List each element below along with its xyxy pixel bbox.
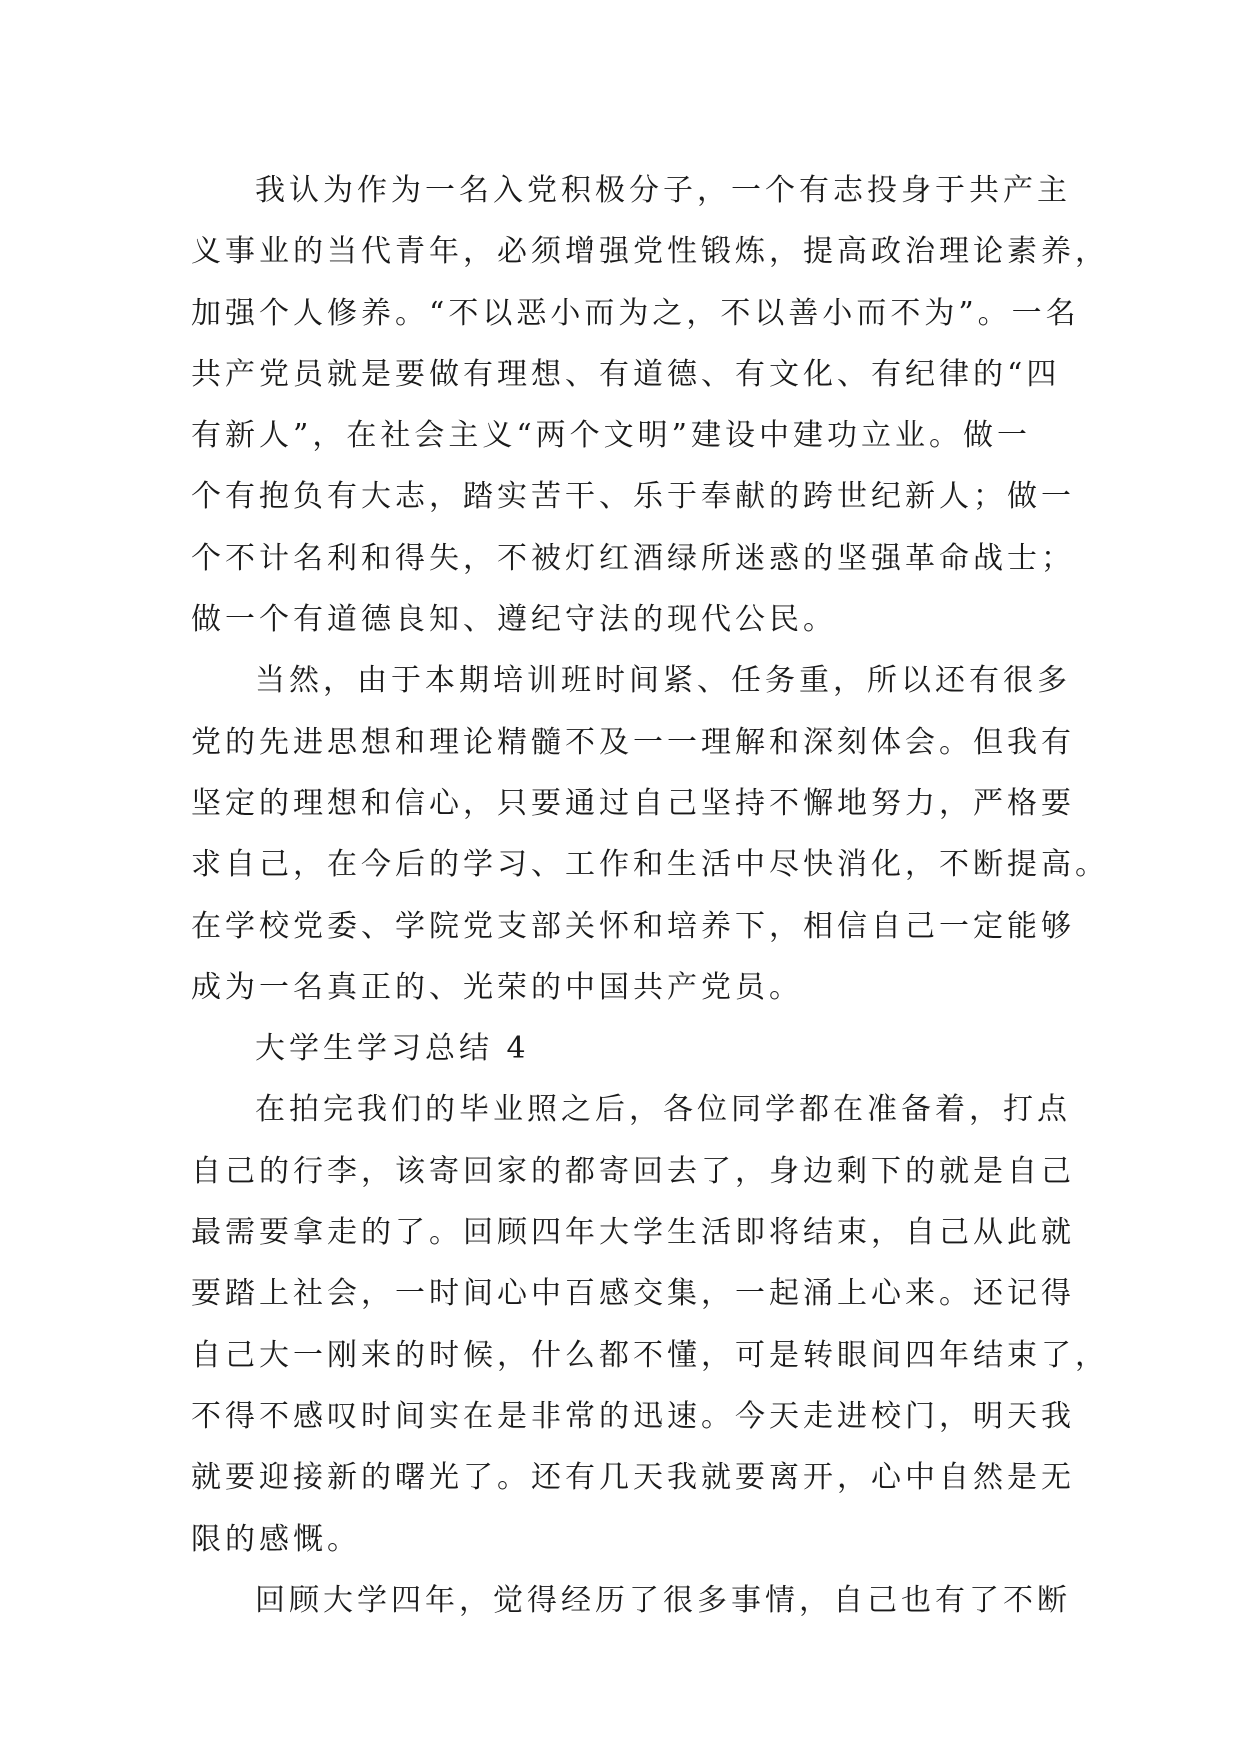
text-line: 做一个有道德良知、遵纪守法的现代公民。	[191, 602, 837, 638]
text-line: 成为一名真正的、光荣的中国共产党员。	[191, 969, 803, 1005]
text-line: 义事业的当代青年，必须增强党性锻炼，提高政治理论素养，	[191, 234, 1109, 270]
text-line: 最需要拿走的了。回顾四年大学生活即将结束，自己从此就	[191, 1215, 1075, 1251]
text-line: 在学校党委、学院党支部关怀和培养下，相信自己一定能够	[191, 908, 1075, 944]
text-line: 党的先进思想和理论精髓不及一一理解和深刻体会。但我有	[191, 724, 1075, 760]
text-line: 当然，由于本期培训班时间紧、任务重，所以还有很多	[255, 663, 1071, 699]
text-line: 坚定的理想和信心，只要通过自己坚持不懈地努力，严格要	[191, 785, 1075, 821]
text-line: 共产党员就是要做有理想、有道德、有文化、有纪律的“四	[191, 356, 1061, 392]
text-line: 大学生学习总结 4	[255, 1031, 530, 1067]
text-line: 就要迎接新的曙光了。还有几天我就要离开，心中自然是无	[191, 1460, 1075, 1496]
document-body	[191, 160, 1109, 1631]
text-line: 求自己，在今后的学习、工作和生活中尽快消化，不断提高。	[191, 847, 1109, 883]
text-line: 有新人”，在社会主义“两个文明”建设中建功立业。做一	[191, 418, 1032, 454]
text-line: 要踏上社会，一时间心中百感交集，一起涌上心来。还记得	[191, 1276, 1075, 1312]
text-line: 加强个人修养。“不以恶小而为之，不以善小而不为”。一名	[191, 295, 1080, 331]
text-line: 我认为作为一名入党积极分子，一个有志投身于共产主	[255, 173, 1071, 208]
text-line: 限的感慨。	[191, 1521, 361, 1557]
text-line: 回顾大学四年，觉得经历了很多事情，自己也有了不断	[255, 1582, 1071, 1618]
text-line: 在拍完我们的毕业照之后，各位同学都在准备着，打点	[255, 1092, 1071, 1128]
text-line: 个有抱负有大志，踏实苦干、乐于奉献的跨世纪新人；做一	[191, 479, 1075, 515]
text-line: 个不计名利和得失，不被灯红酒绿所迷惑的坚强革命战士；	[191, 540, 1075, 576]
text-line: 自己大一刚来的时候，什么都不懂，可是转眼间四年结束了，	[191, 1337, 1109, 1373]
text-line: 不得不感叹时间实在是非常的迅速。今天走进校门，明天我	[191, 1398, 1075, 1434]
text-line: 自己的行李，该寄回家的都寄回去了，身边剩下的就是自己	[191, 1153, 1075, 1189]
